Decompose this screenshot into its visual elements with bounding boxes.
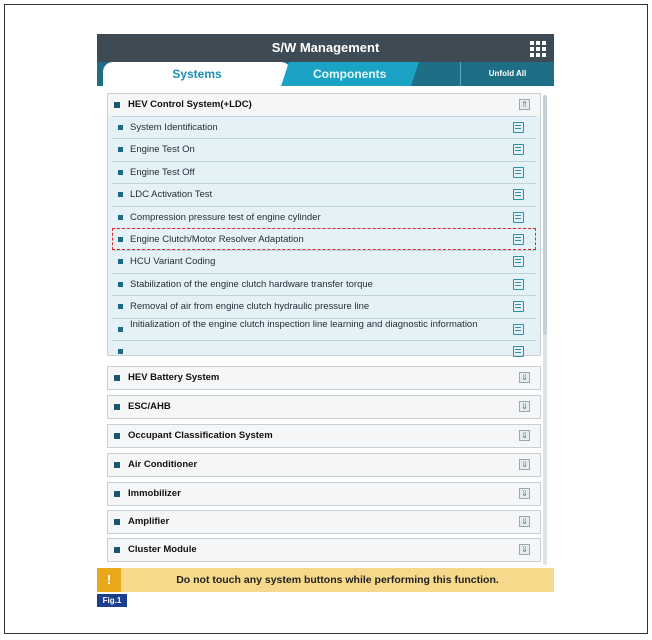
list-item[interactable] [112,228,536,250]
list-item-label: Engine Test Off [130,166,195,178]
group-header[interactable] [108,367,540,389]
bullet-icon [118,327,123,332]
expand-icon[interactable]: ⇓ [519,401,530,412]
bullet-icon [114,102,120,108]
hev-item-list [108,116,540,362]
bullet-icon [114,462,120,468]
bullet-icon [118,259,123,264]
expand-icon[interactable]: ⇓ [519,372,530,383]
collapse-icon[interactable]: ⇑ [519,99,530,110]
document-icon[interactable] [513,279,524,290]
warning-message: Do not touch any system buttons while performing this function. [176,574,499,586]
expand-icon[interactable]: ⇓ [519,516,530,527]
bullet-icon [114,433,120,439]
document-icon[interactable] [513,167,524,178]
expand-icon[interactable]: ⇓ [519,430,530,441]
bullet-icon [118,215,123,220]
list-item[interactable] [112,183,536,205]
expand-icon[interactable]: ⇓ [519,459,530,470]
group-label: ESC/AHB [128,401,171,412]
scrollbar-thumb[interactable] [543,95,547,335]
tab-bar [97,62,554,86]
bullet-icon [118,282,123,287]
list-item-label: Engine Test On [130,144,195,156]
bullet-icon [118,237,123,242]
figure-label: Fig.1 [97,594,127,607]
list-item[interactable] [112,116,536,138]
bullet-icon [114,375,120,381]
group-label: Amplifier [128,516,170,527]
tab-systems[interactable]: Systems [103,62,291,86]
document-icon[interactable] [513,256,524,267]
bullet-icon [114,519,120,525]
title-bar [97,34,554,62]
document-icon[interactable] [513,234,524,245]
list-item[interactable] [112,340,536,362]
unfold-all-button[interactable]: Unfold All [460,62,554,86]
group-collapsed[interactable] [107,424,541,448]
system-list [97,86,554,564]
group-collapsed[interactable] [107,482,541,506]
group-label: Cluster Module [128,544,197,555]
bullet-icon [118,170,123,175]
list-item[interactable] [112,206,536,228]
list-item-label: Removal of air from engine clutch hydraulic pressure line [130,301,370,313]
document-icon[interactable] [513,144,524,155]
bullet-icon [114,547,120,553]
tab-components[interactable] [281,62,419,86]
group-header[interactable] [108,396,540,418]
expand-icon[interactable]: ⇓ [519,544,530,555]
list-item[interactable] [112,250,536,272]
page-title: S/W Management [271,40,380,55]
warning-icon: ! [97,568,121,592]
bullet-icon [118,192,123,197]
group-label: HEV Battery System [128,372,220,383]
document-icon[interactable] [513,301,524,312]
sw-management-window [97,34,554,592]
list-item-label: Stabilization of the engine clutch hardware transfer torque [130,278,373,290]
bullet-icon [118,349,123,354]
bullet-icon [114,491,120,497]
bullet-icon [118,304,123,309]
group-label: HEV Control System(+LDC) [128,99,252,110]
bullet-icon [114,404,120,410]
list-item[interactable] [112,295,536,317]
group-collapsed[interactable] [107,395,541,419]
group-header[interactable] [108,483,540,505]
list-item-label: System Identification [130,122,218,133]
document-icon[interactable] [513,122,524,133]
document-icon[interactable] [513,324,524,335]
group-collapsed[interactable] [107,366,541,390]
group-header[interactable] [108,94,540,116]
list-item-label: Engine Clutch/Motor Resolver Adaptation [130,233,304,245]
group-label: Air Conditioner [128,459,198,470]
document-icon[interactable] [513,189,524,200]
group-label: Immobilizer [128,488,181,499]
document-icon[interactable] [513,212,524,223]
group-collapsed[interactable] [107,453,541,477]
list-item[interactable] [112,161,536,183]
tab-components-label: Components [313,67,387,81]
bullet-icon [118,147,123,152]
group-label: Occupant Classification System [128,430,273,441]
scrollbar[interactable] [543,95,547,565]
list-item-label: Initialization of the engine clutch inspection line learning and diagnostic information [130,318,478,330]
group-hev-control-system [107,93,541,356]
list-item[interactable] [112,318,536,340]
group-header[interactable] [108,454,540,476]
group-collapsed[interactable] [107,510,541,534]
group-header[interactable] [108,425,540,447]
expand-icon[interactable]: ⇓ [519,488,530,499]
document-icon[interactable] [513,346,524,357]
grid-menu-icon[interactable] [528,39,546,57]
list-item[interactable] [112,273,536,295]
group-header[interactable] [108,511,540,533]
warning-banner [97,568,554,592]
list-item-label: Compression pressure test of engine cylinder [130,211,321,223]
group-collapsed[interactable] [107,538,541,562]
list-item-label: LDC Activation Test [130,189,213,201]
bullet-icon [118,125,123,130]
list-item-label: HCU Variant Coding [130,256,216,268]
list-item[interactable] [112,138,536,160]
group-header[interactable] [108,539,540,561]
